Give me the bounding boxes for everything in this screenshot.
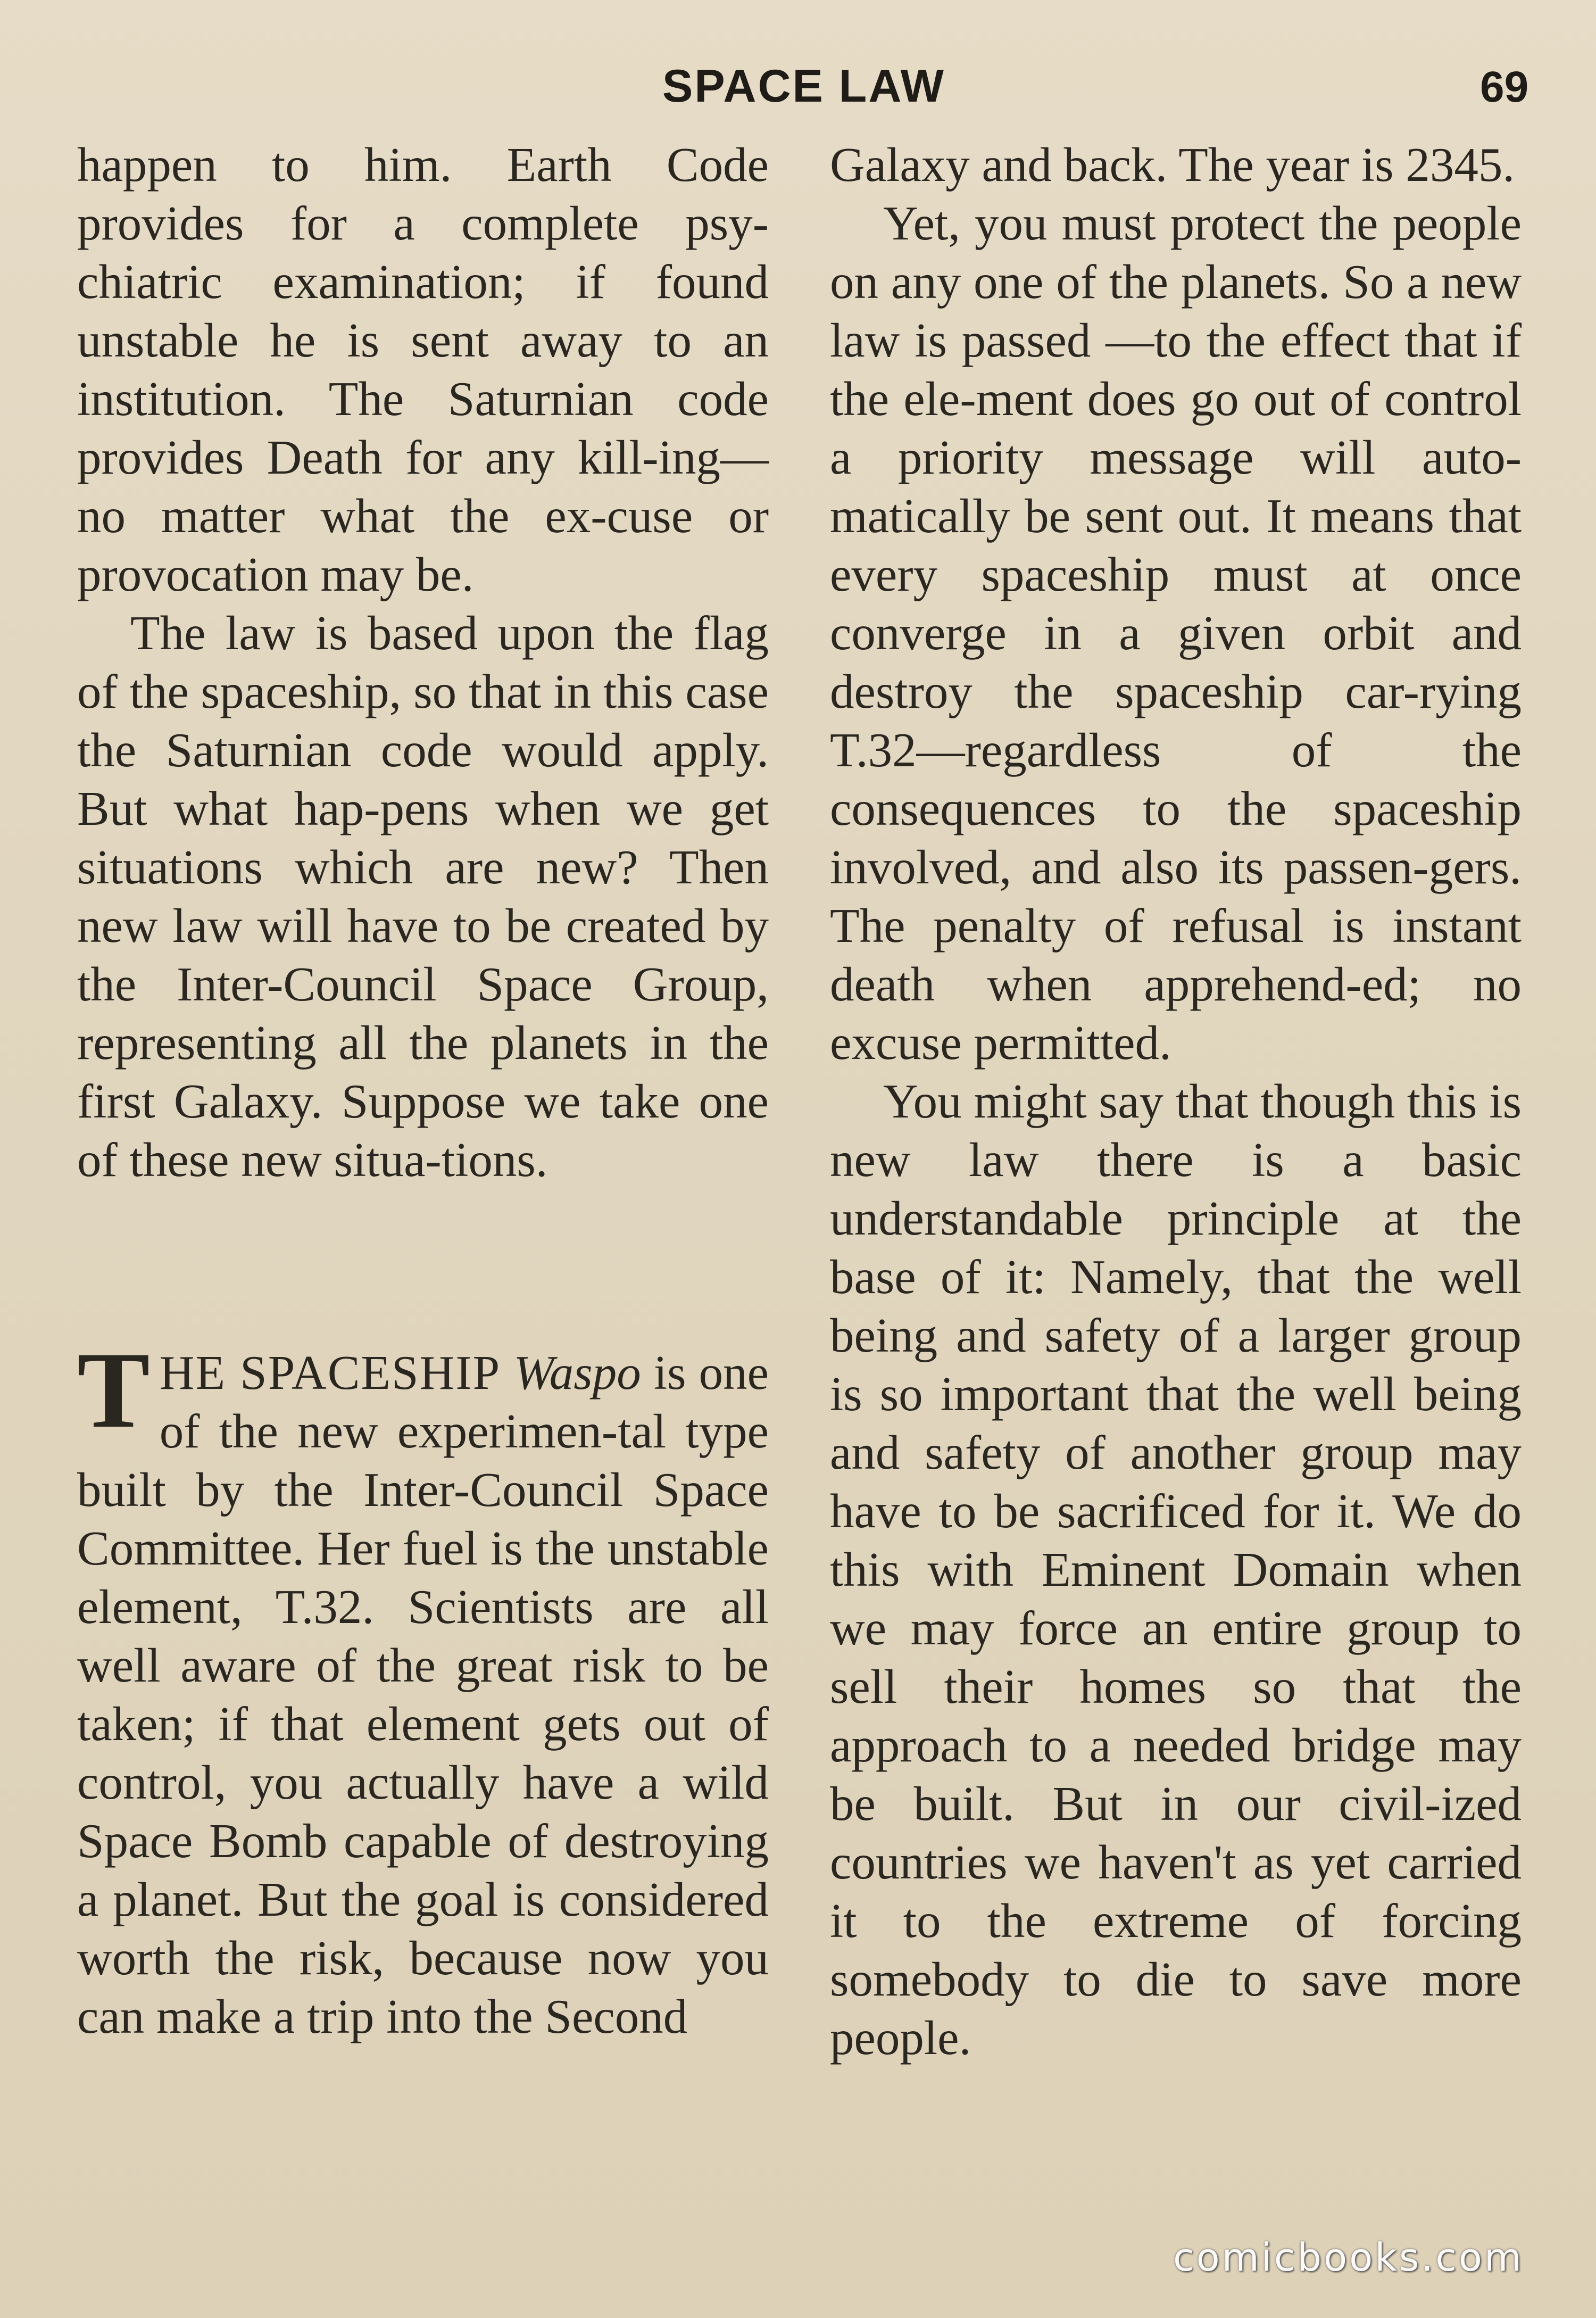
paragraph-new-law: Yet, you must protect the people on any one of the planets. So a new law is passed —to the effect that if the ele-ment does go out of control a priority message will auto-matically be sent out. It means that every spaceship must at once converge in a given orbit and destroy the spaceship car-rying T.32—regardless of the consequences to the spaceship involved, and also its passen-gers. The penalty of refusal is instant death when apprehend-ed; no excuse permitted. xyxy=(830,196,1522,1070)
paragraph-principle: You might say that though this is new law there is a basic understandable principle at the base of it: Namely, that the well being and safety of a larger group is so important that the well being and safety of another group may have to be sacrificed for it. We do this with Eminent Domain when we may force an entire group to sell their homes so that the approach to a needed bridge may be built. But in our civil-ized countries we haven't as yet carried it to the extreme of forcing somebody to die to save more people. xyxy=(830,1074,1522,2065)
lead-in-text: HE SPACESHIP xyxy=(159,1346,501,1400)
paragraph-spaceship-waspo xyxy=(77,1330,769,2046)
ship-name: Waspo xyxy=(513,1346,641,1400)
paragraph-continued: happen to him. Earth Code provides for a complete psy-chiatric examination; if found unstable he is sent away to an institution. The Saturnian code provides Death for any kill-ing—no matter what the ex-cuse or provocation may be. xyxy=(77,138,769,601)
page-header xyxy=(0,51,1596,125)
right-column xyxy=(830,136,1522,2067)
running-title: SPACE LAW xyxy=(662,61,945,112)
left-column xyxy=(77,136,769,2046)
section-break xyxy=(77,1189,769,1344)
paragraph-body: is one of the new experimen-tal type built by the Inter-Council Space Committee. Her fuel is the unstable element, T.32. Scientists are all well aware of the great risk to be taken; if that element gets out of control, you actually have a wild Space Bomb capable of destroying a planet. But the goal is considered worth the risk, because now you can make a trip into the Second xyxy=(77,1346,769,2043)
drop-cap: T xyxy=(77,1330,150,1451)
page-number: 69 xyxy=(1480,63,1529,111)
watermark: comicbooks.com xyxy=(1173,2235,1524,2280)
paragraph-flag-law: The law is based upon the flag of the spaceship, so that in this case the Saturnian code would apply. But what hap-pens when we get situations which are new? Then new law will have to be created by the Inter-Council Space Group, representing all the planets in the first Galaxy. Suppose we take one of these new situa-tions. xyxy=(77,606,769,1187)
paragraph-year: Galaxy and back. The year is 2345. xyxy=(830,138,1515,192)
